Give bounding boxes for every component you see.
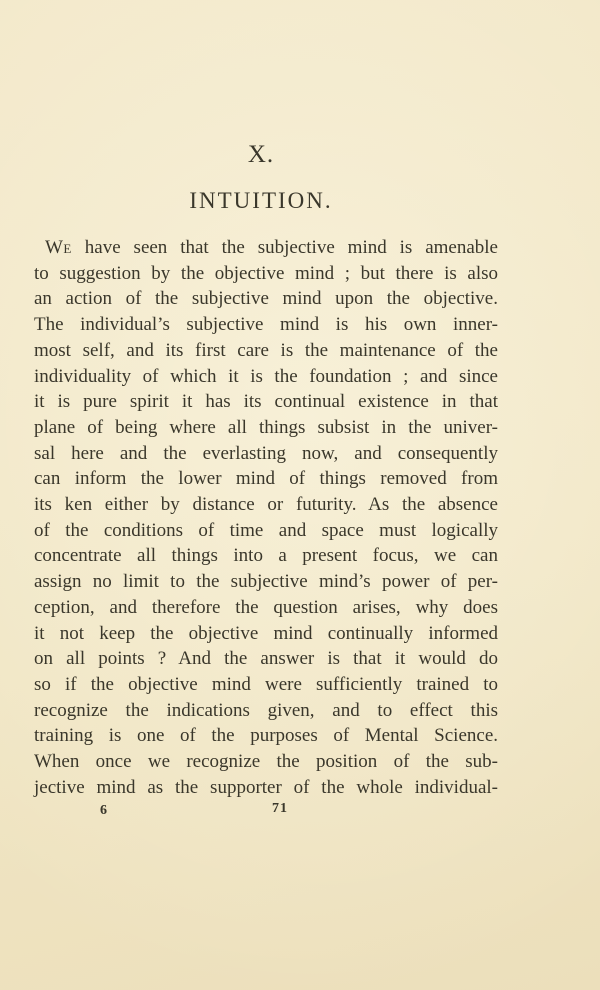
body-lines	[34, 261, 498, 801]
body-line: training is one of the purposes of Mental Science.	[34, 725, 498, 747]
body-line: an action of the subjective mind upon the objective.	[34, 288, 498, 310]
body-line: can inform the lower mind of things removed from	[34, 468, 498, 490]
body-line: so if the objective mind were sufficiently trained to	[34, 673, 498, 695]
chapter-title: INTUITION.	[189, 188, 333, 213]
body-line: assign no limit to the subjective mind’s power of per-	[34, 571, 498, 593]
body-line: on all points ? And the answer is that it would do	[34, 648, 498, 670]
body-line: The individual’s subjective mind is his own inner-	[34, 314, 498, 336]
body-text	[34, 235, 498, 800]
body-line: of the conditions of time and space must logically	[34, 519, 498, 541]
body-line: recognize the indications given, and to effect this	[34, 699, 498, 721]
body-line: it not keep the objective mind continually informed	[34, 622, 498, 644]
body-line: individuality of which it is the foundation ; and since	[34, 365, 498, 387]
body-line: most self, and its first care is the maintenance of the	[34, 339, 498, 361]
body-line-first	[34, 235, 498, 261]
body-line: jective mind as the supporter of the whole individual-	[34, 776, 498, 798]
body-line: it is pure spirit it has its continual existence in that	[34, 391, 498, 413]
body-line: concentrate all things into a present focus, we can	[34, 545, 498, 567]
body-line: ception, and therefore the question arises, why does	[34, 596, 498, 618]
chapter-number: X.	[247, 141, 275, 168]
body-line: to suggestion by the objective mind ; but there is also	[34, 262, 498, 284]
lead-word: We	[45, 237, 72, 258]
body-line: sal here and the everlasting now, and consequently	[34, 442, 498, 464]
signature-mark: 6	[100, 803, 107, 818]
body-line: plane of being where all things subsist in the univer-	[34, 416, 498, 438]
body-line: its ken either by distance or futurity. As the absence	[34, 494, 498, 516]
page-number: 71	[272, 801, 288, 816]
body-line: When once we recognize the position of the sub-	[34, 751, 498, 773]
first-line-rest: have seen that the subjective mind is amenable	[84, 237, 498, 258]
